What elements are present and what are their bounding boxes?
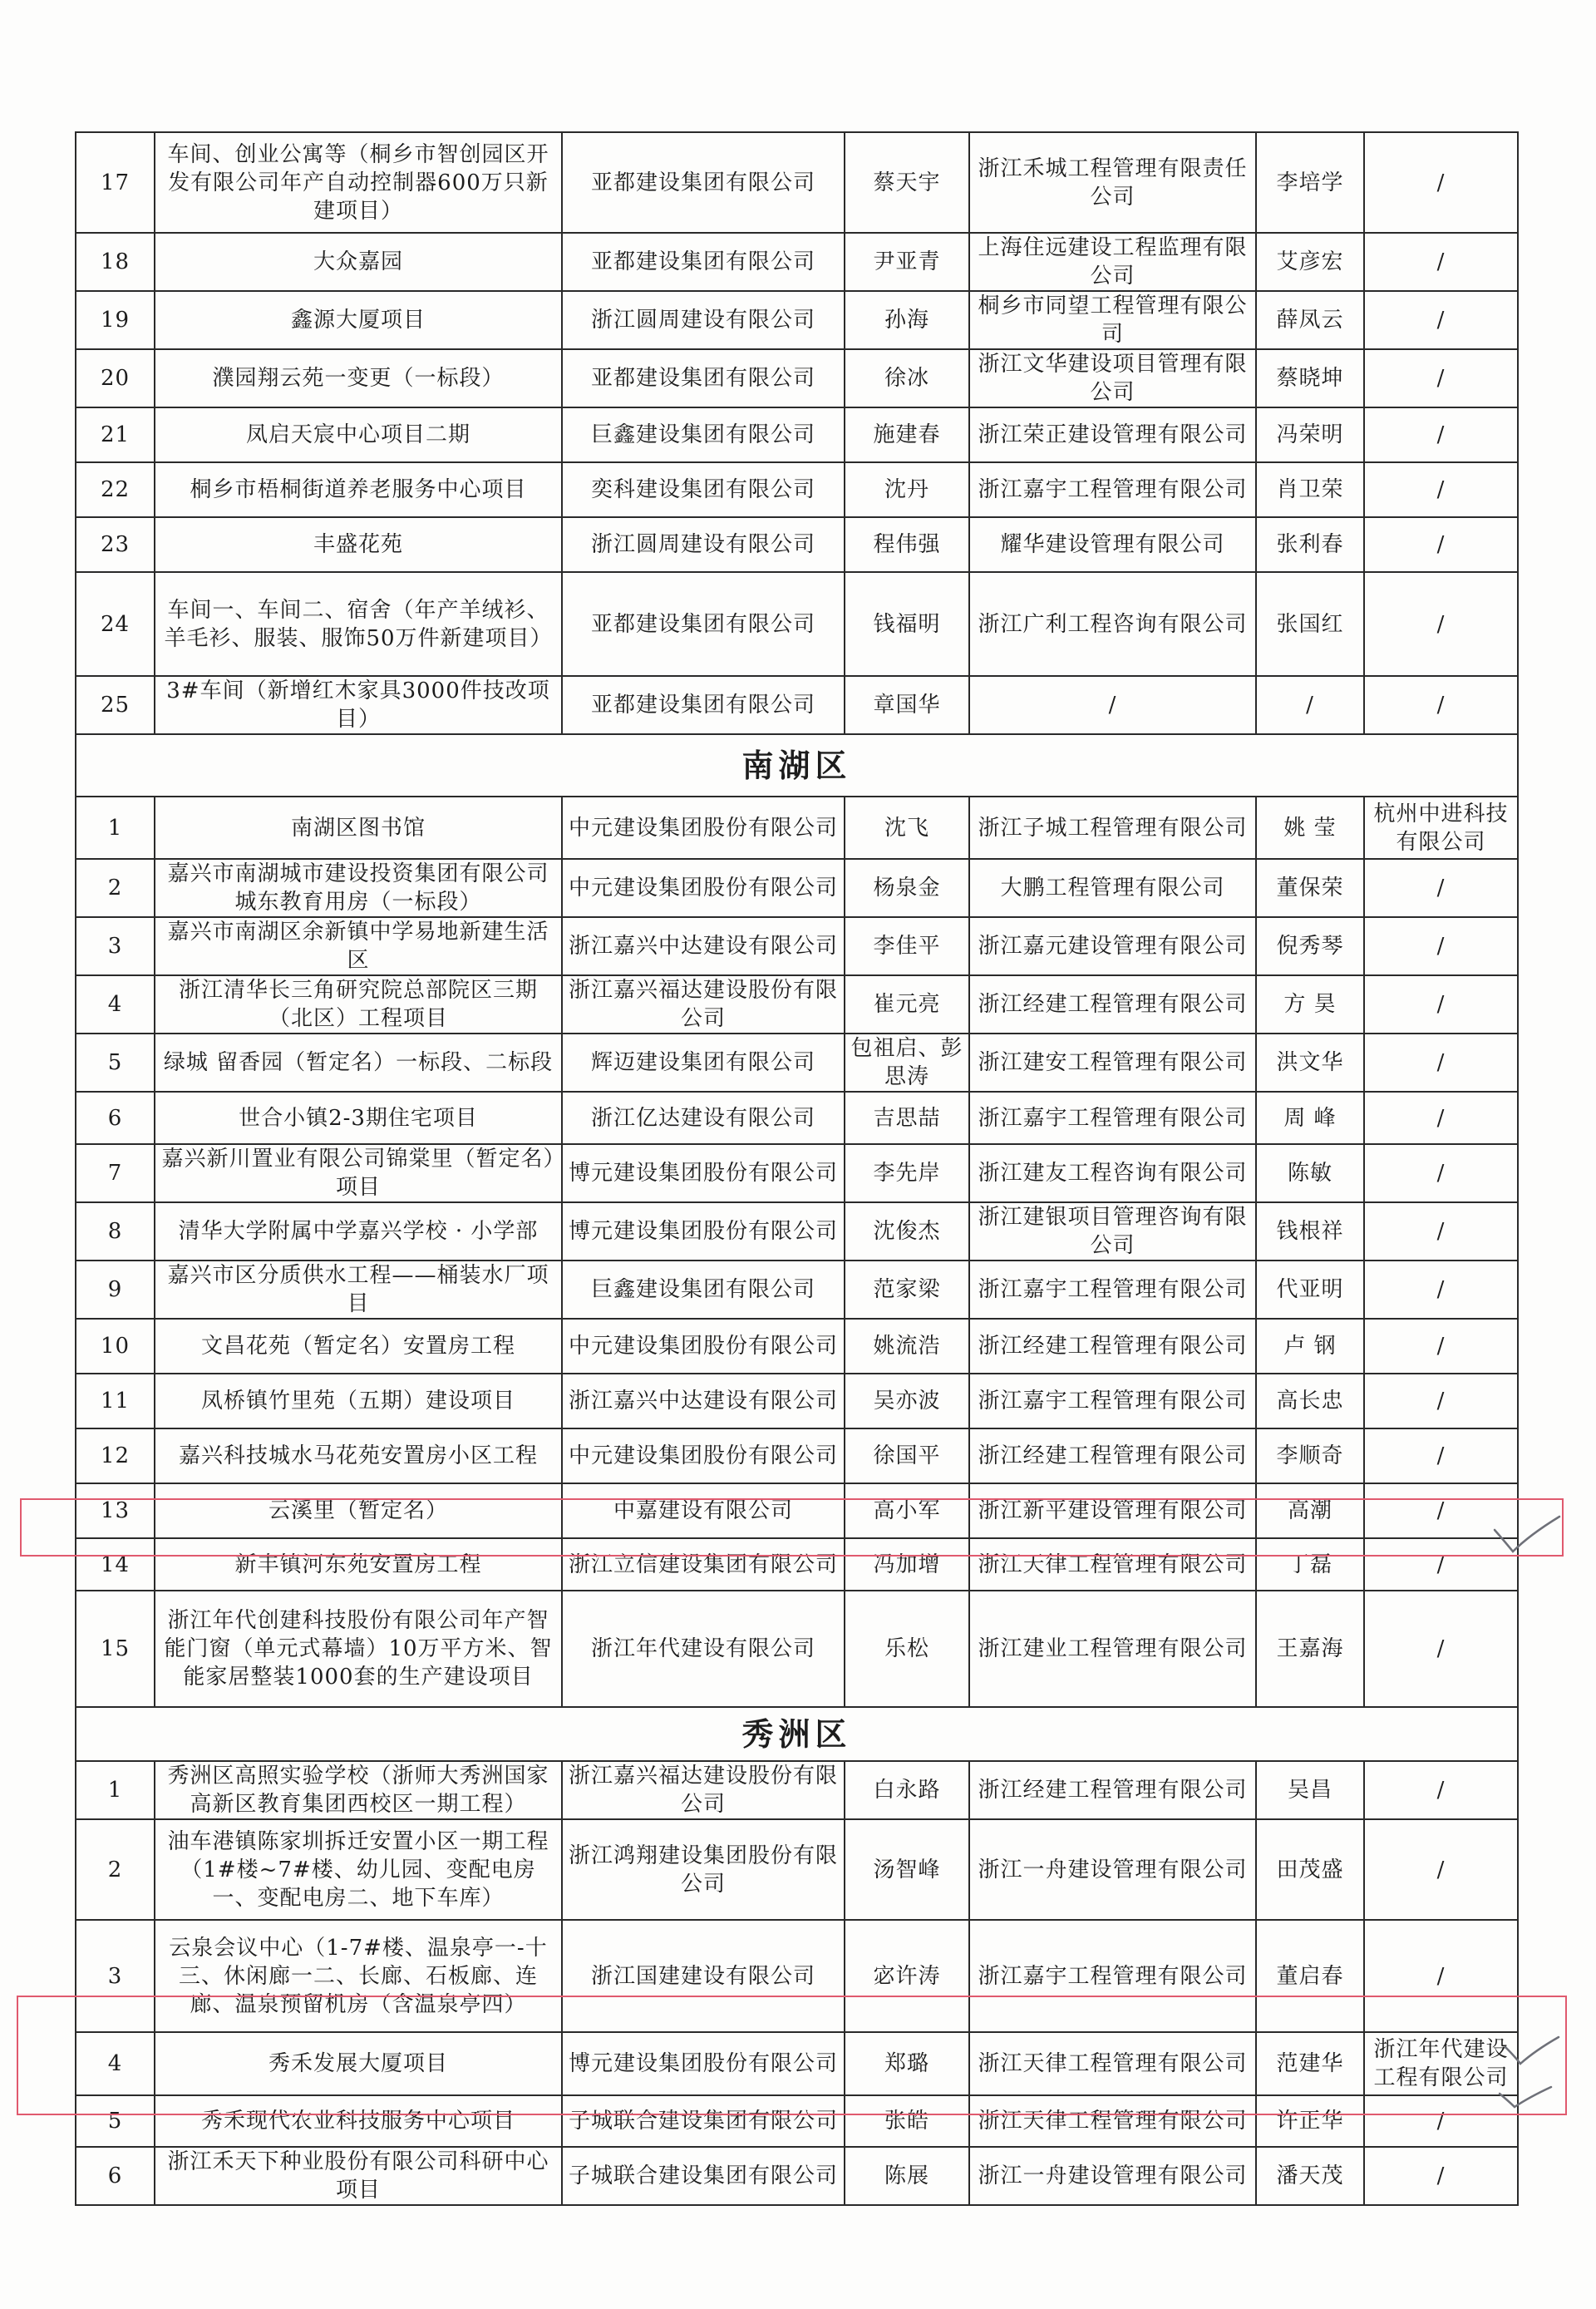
other-unit: / <box>1364 1202 1518 1261</box>
project-manager: 杨泉金 <box>845 859 969 917</box>
contractor: 浙江立信建设集团有限公司 <box>562 1538 845 1591</box>
project-manager: 尹亚青 <box>845 233 969 291</box>
supervisor: 桐乡市同望工程管理有限公司 <box>969 291 1256 349</box>
highlight-box-xiuzhou-4-5 <box>17 1996 1567 2115</box>
project-manager: 章国华 <box>845 676 969 734</box>
other-unit: 浙江年代建设工程有限公司 <box>1364 2032 1518 2095</box>
other-unit: / <box>1364 2147 1518 2205</box>
table-row <box>76 1144 1518 1202</box>
project-manager: 蔡天宇 <box>845 132 969 233</box>
supervisor: 浙江天律工程管理有限公司 <box>969 2095 1256 2147</box>
row-number: 11 <box>76 1374 155 1428</box>
chief-engineer: 潘天茂 <box>1256 2147 1364 2205</box>
contractor: 巨鑫建设集团有限公司 <box>562 1261 845 1319</box>
project-name: 文昌花苑（暂定名）安置房工程 <box>155 1319 562 1374</box>
project-name: 秀禾现代农业科技服务中心项目 <box>155 2095 562 2147</box>
chief-engineer: 田茂盛 <box>1256 1819 1364 1920</box>
table-row <box>76 1092 1518 1144</box>
chief-engineer: 丁磊 <box>1256 1538 1364 1591</box>
other-unit: / <box>1364 2095 1518 2147</box>
contractor: 中元建设集团股份有限公司 <box>562 1428 845 1483</box>
table-row <box>76 1819 1518 1920</box>
project-manager: 孙海 <box>845 291 969 349</box>
table-row <box>76 572 1518 676</box>
other-unit: / <box>1364 462 1518 517</box>
supervisor: 浙江嘉宇工程管理有限公司 <box>969 1374 1256 1428</box>
supervisor: 浙江建安工程管理有限公司 <box>969 1034 1256 1092</box>
contractor: 中元建设集团股份有限公司 <box>562 1319 845 1374</box>
row-number: 4 <box>76 975 155 1034</box>
chief-engineer: 许正华 <box>1256 2095 1364 2147</box>
supervisor: 浙江建业工程管理有限公司 <box>969 1591 1256 1707</box>
supervisor: / <box>969 676 1256 734</box>
chief-engineer: 薛凤云 <box>1256 291 1364 349</box>
project-name: 浙江禾天下种业股份有限公司科研中心项目 <box>155 2147 562 2205</box>
project-manager: 白永路 <box>845 1761 969 1819</box>
table-row <box>76 291 1518 349</box>
contractor: 中嘉建设有限公司 <box>562 1483 845 1538</box>
chief-engineer: 冯荣明 <box>1256 407 1364 462</box>
other-unit: / <box>1364 132 1518 233</box>
chief-engineer: / <box>1256 676 1364 734</box>
project-manager: 张皓 <box>845 2095 969 2147</box>
contractor: 浙江嘉兴中达建设有限公司 <box>562 917 845 975</box>
project-manager: 李佳平 <box>845 917 969 975</box>
row-number: 3 <box>76 1920 155 2032</box>
contractor: 浙江鸿翔建设集团股份有限公司 <box>562 1819 845 1920</box>
contractor: 亚都建设集团有限公司 <box>562 572 845 676</box>
check-mark-icon <box>1488 1512 1563 1562</box>
table-row <box>76 797 1518 859</box>
row-number: 24 <box>76 572 155 676</box>
table-row <box>76 2147 1518 2205</box>
chief-engineer: 周 峰 <box>1256 1092 1364 1144</box>
section-header-xiuzhou <box>76 1707 1518 1761</box>
chief-engineer: 吴昌 <box>1256 1761 1364 1819</box>
other-unit: / <box>1364 291 1518 349</box>
project-manager: 吉思喆 <box>845 1092 969 1144</box>
chief-engineer: 高长忠 <box>1256 1374 1364 1428</box>
other-unit: / <box>1364 1761 1518 1819</box>
project-name: 凤桥镇竹里苑（五期）建设项目 <box>155 1374 562 1428</box>
project-name: 丰盛花苑 <box>155 517 562 572</box>
supervisor: 浙江荣正建设管理有限公司 <box>969 407 1256 462</box>
other-unit: / <box>1364 1319 1518 1374</box>
row-number: 5 <box>76 2095 155 2147</box>
contractor: 浙江国建建设有限公司 <box>562 1920 845 2032</box>
project-manager: 汤智峰 <box>845 1819 969 1920</box>
section-title: 秀洲区 <box>76 1707 1518 1761</box>
section-header-nanhu <box>76 734 1518 797</box>
contractor: 浙江嘉兴中达建设有限公司 <box>562 1374 845 1428</box>
project-name: 云溪里（暂定名） <box>155 1483 562 1538</box>
row-number: 5 <box>76 1034 155 1092</box>
table-row <box>76 1319 1518 1374</box>
row-number: 21 <box>76 407 155 462</box>
project-name: 大众嘉园 <box>155 233 562 291</box>
other-unit: 杭州中进科技有限公司 <box>1364 797 1518 859</box>
row-number: 7 <box>76 1144 155 1202</box>
project-manager: 冯加增 <box>845 1538 969 1591</box>
supervisor: 浙江一舟建设管理有限公司 <box>969 1819 1256 1920</box>
project-name: 凤启天宸中心项目二期 <box>155 407 562 462</box>
other-unit: / <box>1364 517 1518 572</box>
row-number: 1 <box>76 1761 155 1819</box>
project-name: 车间一、车间二、宿舍（年产羊绒衫、羊毛衫、服装、服饰50万件新建项目） <box>155 572 562 676</box>
contractor: 浙江亿达建设有限公司 <box>562 1092 845 1144</box>
project-manager: 陈展 <box>845 2147 969 2205</box>
contractor: 浙江圆周建设有限公司 <box>562 517 845 572</box>
contractor: 巨鑫建设集团有限公司 <box>562 407 845 462</box>
row-number: 10 <box>76 1319 155 1374</box>
contractor: 中元建设集团股份有限公司 <box>562 797 845 859</box>
project-manager: 吴亦波 <box>845 1374 969 1428</box>
supervisor: 上海住远建设工程监理有限公司 <box>969 233 1256 291</box>
other-unit: / <box>1364 1483 1518 1538</box>
chief-engineer: 姚 莹 <box>1256 797 1364 859</box>
chief-engineer: 张国红 <box>1256 572 1364 676</box>
row-number: 23 <box>76 517 155 572</box>
row-number: 8 <box>76 1202 155 1261</box>
row-number: 18 <box>76 233 155 291</box>
table-row <box>76 1374 1518 1428</box>
supervisor: 浙江文华建设项目管理有限公司 <box>969 349 1256 407</box>
table-row <box>76 517 1518 572</box>
project-name: 鑫源大厦项目 <box>155 291 562 349</box>
table-row <box>76 462 1518 517</box>
contractor: 浙江嘉兴福达建设股份有限公司 <box>562 1761 845 1819</box>
project-name: 油车港镇陈家圳拆迁安置小区一期工程（1#楼~7#楼、幼儿园、变配电房一、变配电房二、地下车库） <box>155 1819 562 1920</box>
supervisor: 大鹏工程管理有限公司 <box>969 859 1256 917</box>
project-name: 南湖区图书馆 <box>155 797 562 859</box>
supervisor: 浙江新平建设管理有限公司 <box>969 1483 1256 1538</box>
row-number: 15 <box>76 1591 155 1707</box>
chief-engineer: 李培学 <box>1256 132 1364 233</box>
project-name: 秀禾发展大厦项目 <box>155 2032 562 2095</box>
supervisor: 浙江经建工程管理有限公司 <box>969 1319 1256 1374</box>
contractor: 亚都建设集团有限公司 <box>562 233 845 291</box>
table-row <box>76 233 1518 291</box>
row-number: 14 <box>76 1538 155 1591</box>
row-number: 6 <box>76 2147 155 2205</box>
supervisor: 浙江天律工程管理有限公司 <box>969 1538 1256 1591</box>
row-number: 22 <box>76 462 155 517</box>
row-number: 4 <box>76 2032 155 2095</box>
supervisor: 浙江嘉宇工程管理有限公司 <box>969 1920 1256 2032</box>
contractor: 子城联合建设集团有限公司 <box>562 2095 845 2147</box>
contractor: 浙江圆周建设有限公司 <box>562 291 845 349</box>
chief-engineer: 艾彦宏 <box>1256 233 1364 291</box>
other-unit: / <box>1364 676 1518 734</box>
project-manager: 包祖启、彭思涛 <box>845 1034 969 1092</box>
project-manager: 李先岸 <box>845 1144 969 1202</box>
supervisor: 浙江嘉宇工程管理有限公司 <box>969 1092 1256 1144</box>
contractor: 博元建设集团股份有限公司 <box>562 1144 845 1202</box>
supervisor: 浙江子城工程管理有限公司 <box>969 797 1256 859</box>
project-manager: 乐松 <box>845 1591 969 1707</box>
other-unit: / <box>1364 975 1518 1034</box>
project-manager: 姚流浩 <box>845 1319 969 1374</box>
table-row <box>76 1591 1518 1707</box>
highlight-box-nanhu-14 <box>20 1498 1564 1557</box>
supervisor: 浙江嘉元建设管理有限公司 <box>969 917 1256 975</box>
section-title: 南湖区 <box>76 734 1518 797</box>
project-manager: 徐冰 <box>845 349 969 407</box>
project-manager: 沈飞 <box>845 797 969 859</box>
chief-engineer: 董启春 <box>1256 1920 1364 2032</box>
other-unit: / <box>1364 1144 1518 1202</box>
row-number: 19 <box>76 291 155 349</box>
supervisor: 浙江经建工程管理有限公司 <box>969 975 1256 1034</box>
contractor: 中元建设集团股份有限公司 <box>562 859 845 917</box>
project-name: 清华大学附属中学嘉兴学校 · 小学部 <box>155 1202 562 1261</box>
other-unit: / <box>1364 1428 1518 1483</box>
project-manager: 宓许涛 <box>845 1920 969 2032</box>
project-name: 秀洲区高照实验学校（浙师大秀洲国家高新区教育集团西校区一期工程） <box>155 1761 562 1819</box>
supervisor: 浙江天律工程管理有限公司 <box>969 2032 1256 2095</box>
supervisor: 浙江经建工程管理有限公司 <box>969 1428 1256 1483</box>
row-number: 2 <box>76 859 155 917</box>
chief-engineer: 范建华 <box>1256 2032 1364 2095</box>
other-unit: / <box>1364 1591 1518 1707</box>
supervisor: 浙江广利工程咨询有限公司 <box>969 572 1256 676</box>
other-unit: / <box>1364 1920 1518 2032</box>
project-manager: 高小军 <box>845 1483 969 1538</box>
row-number: 9 <box>76 1261 155 1319</box>
contractor: 浙江年代建设有限公司 <box>562 1591 845 1707</box>
project-name: 绿城 留香园（暂定名）一标段、二标段 <box>155 1034 562 1092</box>
contractor: 博元建设集团股份有限公司 <box>562 1202 845 1261</box>
supervisor: 浙江嘉宇工程管理有限公司 <box>969 1261 1256 1319</box>
project-manager: 沈俊杰 <box>845 1202 969 1261</box>
contractor: 博元建设集团股份有限公司 <box>562 2032 845 2095</box>
table-row <box>76 859 1518 917</box>
contractor: 辉迈建设集团有限公司 <box>562 1034 845 1092</box>
row-number: 6 <box>76 1092 155 1144</box>
supervisor: 耀华建设管理有限公司 <box>969 517 1256 572</box>
chief-engineer: 高潮 <box>1256 1483 1364 1538</box>
other-unit: / <box>1364 233 1518 291</box>
table-row <box>76 1761 1518 1819</box>
project-manager: 施建春 <box>845 407 969 462</box>
row-number: 25 <box>76 676 155 734</box>
project-manager: 沈丹 <box>845 462 969 517</box>
table-row <box>76 1428 1518 1483</box>
row-number: 17 <box>76 132 155 233</box>
chief-engineer: 代亚明 <box>1256 1261 1364 1319</box>
row-number: 3 <box>76 917 155 975</box>
chief-engineer: 李顺奇 <box>1256 1428 1364 1483</box>
project-manager: 郑璐 <box>845 2032 969 2095</box>
chief-engineer: 卢 钢 <box>1256 1319 1364 1374</box>
chief-engineer: 董保荣 <box>1256 859 1364 917</box>
project-name: 3#车间（新增红木家具3000件技改项目） <box>155 676 562 734</box>
project-manager: 崔元亮 <box>845 975 969 1034</box>
row-number: 1 <box>76 797 155 859</box>
other-unit: / <box>1364 1538 1518 1591</box>
other-unit: / <box>1364 1374 1518 1428</box>
supervisor: 浙江一舟建设管理有限公司 <box>969 2147 1256 2205</box>
project-manager: 徐国平 <box>845 1428 969 1483</box>
row-number: 12 <box>76 1428 155 1483</box>
other-unit: / <box>1364 407 1518 462</box>
project-name: 嘉兴市南湖城市建设投资集团有限公司城东教育用房（一标段） <box>155 859 562 917</box>
contractor: 亚都建设集团有限公司 <box>562 349 845 407</box>
table-row <box>76 975 1518 1034</box>
project-name: 濮园翔云苑一变更（一标段） <box>155 349 562 407</box>
other-unit: / <box>1364 572 1518 676</box>
table-row <box>76 676 1518 734</box>
chief-engineer: 洪文华 <box>1256 1034 1364 1092</box>
project-table <box>75 131 1519 2206</box>
contractor: 亚都建设集团有限公司 <box>562 132 845 233</box>
other-unit: / <box>1364 859 1518 917</box>
table-row <box>76 917 1518 975</box>
supervisor: 浙江嘉宇工程管理有限公司 <box>969 462 1256 517</box>
project-name: 桐乡市梧桐街道养老服务中心项目 <box>155 462 562 517</box>
project-name: 车间、创业公寓等（桐乡市智创园区开发有限公司年产自动控制器600万只新建项目） <box>155 132 562 233</box>
supervisor: 浙江建友工程咨询有限公司 <box>969 1144 1256 1202</box>
check-mark-icon <box>1496 2084 1554 2112</box>
chief-engineer: 倪秀琴 <box>1256 917 1364 975</box>
other-unit: / <box>1364 349 1518 407</box>
project-manager: 钱福明 <box>845 572 969 676</box>
table-row <box>76 132 1518 233</box>
project-manager: 范家梁 <box>845 1261 969 1319</box>
chief-engineer: 方 昊 <box>1256 975 1364 1034</box>
contractor: 亚都建设集团有限公司 <box>562 676 845 734</box>
table-row <box>76 349 1518 407</box>
project-name: 世合小镇2-3期住宅项目 <box>155 1092 562 1144</box>
chief-engineer: 张利春 <box>1256 517 1364 572</box>
table-row <box>76 1202 1518 1261</box>
other-unit: / <box>1364 1092 1518 1144</box>
supervisor: 浙江经建工程管理有限公司 <box>969 1761 1256 1819</box>
project-name: 嘉兴市南湖区余新镇中学易地新建生活区 <box>155 917 562 975</box>
project-name: 嘉兴市区分质供水工程——桶装水厂项目 <box>155 1261 562 1319</box>
other-unit: / <box>1364 917 1518 975</box>
contractor: 奕科建设集团有限公司 <box>562 462 845 517</box>
chief-engineer: 钱根祥 <box>1256 1202 1364 1261</box>
project-manager: 程伟强 <box>845 517 969 572</box>
project-name: 新丰镇河东苑安置房工程 <box>155 1538 562 1591</box>
chief-engineer: 蔡晓坤 <box>1256 349 1364 407</box>
supervisor: 浙江建银项目管理咨询有限公司 <box>969 1202 1256 1261</box>
project-name: 云泉会议中心（1-7#楼、温泉亭一-十三、休闲廊一二、长廊、石板廊、连廊、温泉预留机房（含温泉亭四） <box>155 1920 562 2032</box>
supervisor: 浙江禾城工程管理有限责任公司 <box>969 132 1256 233</box>
project-name: 嘉兴科技城水马花苑安置房小区工程 <box>155 1428 562 1483</box>
chief-engineer: 肖卫荣 <box>1256 462 1364 517</box>
other-unit: / <box>1364 1819 1518 1920</box>
project-name: 浙江清华长三角研究院总部院区三期（北区）工程项目 <box>155 975 562 1034</box>
table-row <box>76 407 1518 462</box>
chief-engineer: 陈敏 <box>1256 1144 1364 1202</box>
contractor: 子城联合建设集团有限公司 <box>562 2147 845 2205</box>
project-name: 浙江年代创建科技股份有限公司年产智能门窗（单元式幕墙）10万平方米、智能家居整装1000套的生产建设项目 <box>155 1591 562 1707</box>
table-row <box>76 1261 1518 1319</box>
row-number: 2 <box>76 1819 155 1920</box>
row-number: 13 <box>76 1483 155 1538</box>
check-mark-icon <box>1500 2032 1563 2070</box>
other-unit: / <box>1364 1034 1518 1092</box>
table-row <box>76 1034 1518 1092</box>
other-unit: / <box>1364 1261 1518 1319</box>
chief-engineer: 王嘉海 <box>1256 1591 1364 1707</box>
row-number: 20 <box>76 349 155 407</box>
contractor: 浙江嘉兴福达建设股份有限公司 <box>562 975 845 1034</box>
project-name: 嘉兴新川置业有限公司锦棠里（暂定名）项目 <box>155 1144 562 1202</box>
